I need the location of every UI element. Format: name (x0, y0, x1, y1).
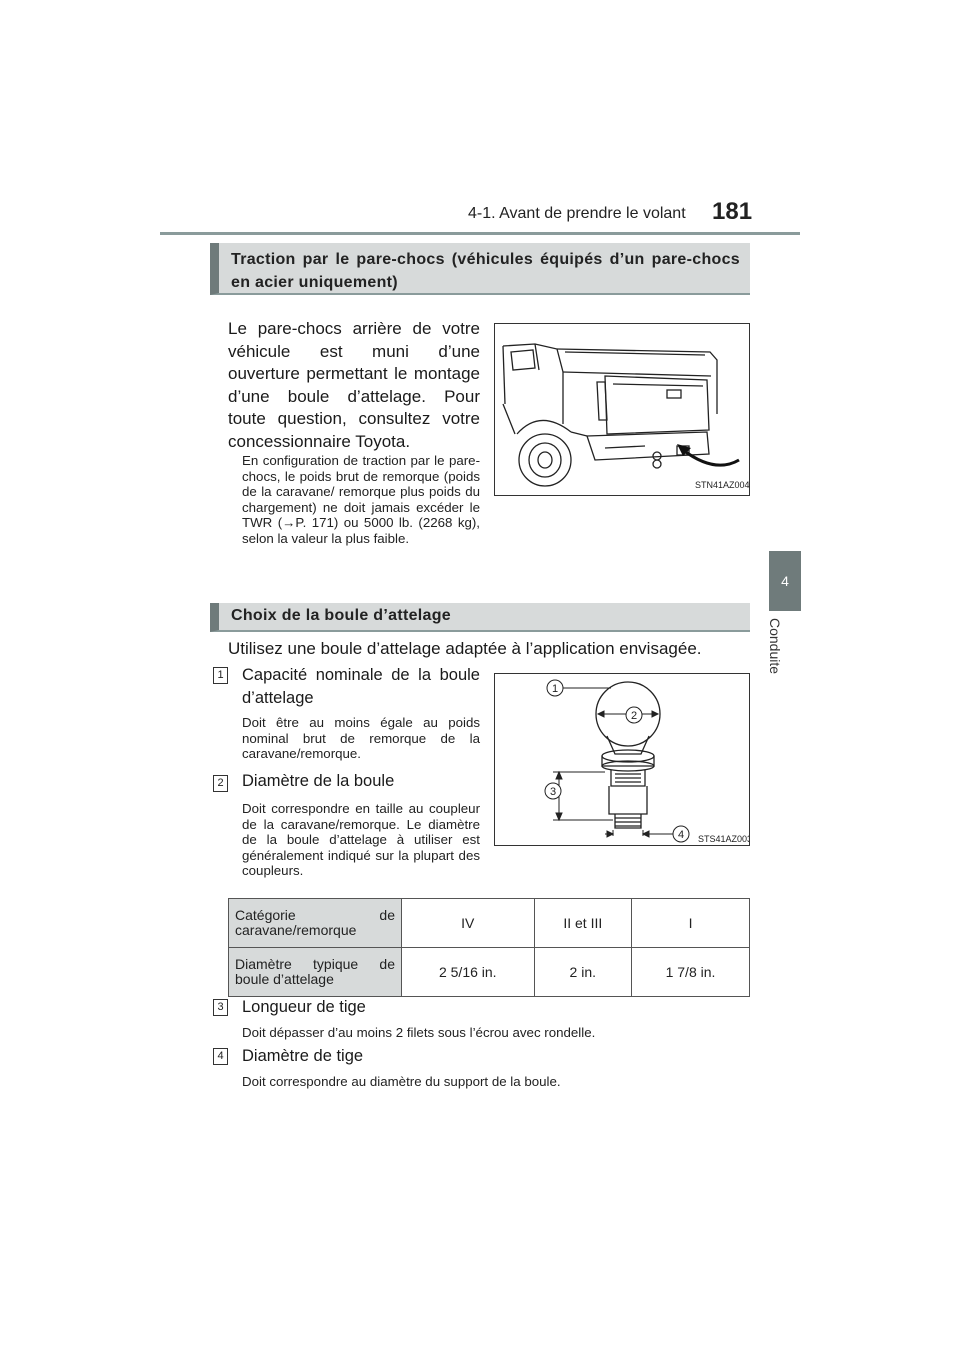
section2-intro: Utilisez une boule d’attelage adaptée à l’application envisagée. (228, 639, 702, 658)
item-title: Capacité nominale de la boule d’attelage (242, 666, 480, 707)
item-title: Diamètre de tige (242, 1047, 364, 1065)
item-number-badge: 3 (213, 999, 228, 1016)
table-cell: I (632, 899, 750, 948)
table-cell: 1 7/8 in. (632, 948, 750, 997)
callout-3: 3 (549, 786, 557, 798)
hitch-ball-illustration (495, 674, 749, 845)
section1-note: En configuration de traction par le pare-chocs, le poids brut de remorque (poids de la caravane/ remorque plus poids du chargement) ne doit jamais excéder le TWR (→P. 171) ou 5000 lb. (2268 kg), selon la valeur la plus faible. (242, 453, 480, 546)
callout-1: 1 (551, 683, 559, 695)
item-description: Doit correspondre au diamètre du support de la boule. (242, 1074, 561, 1089)
page-number: 181 (712, 198, 753, 225)
table-cell: IV (402, 899, 535, 948)
item-number-badge: 2 (213, 775, 228, 792)
section-heading-bumper-towing (210, 243, 750, 295)
item-number-badge: 1 (213, 667, 228, 684)
running-header: 4-1. Avant de prendre le volant (468, 205, 686, 222)
chapter-label: Conduite (767, 618, 783, 675)
table-cell: II et III (534, 899, 631, 948)
section-title: Traction par le pare-chocs (véhicules équipés d’un pare-chocs en acier uniquement) (231, 251, 740, 291)
item-number-badge: 4 (213, 1048, 228, 1065)
item-title: Diamètre de la boule (242, 772, 395, 790)
callout-2: 2 (630, 710, 638, 722)
section-title: Choix de la boule d’attelage (231, 607, 451, 624)
item-description: Doit correspondre en taille au coupleur de la caravane/remorque. Le diamètre de la boule d’attelage à utiliser est généralement indiqué sur la plupart des coupleurs. (242, 801, 480, 878)
chapter-tab[interactable] (769, 551, 801, 611)
item-description: Doit dépasser d’au moins 2 filets sous l’écrou avec rondelle. (242, 1025, 596, 1040)
chapter-number: 4 (781, 573, 789, 589)
table-cell: 2 5/16 in. (402, 948, 535, 997)
figure-code: STN41AZ004 (695, 480, 749, 490)
table-row-header: Diamètre typique de boule d’attelage (229, 948, 402, 997)
truck-rear-figure (494, 323, 750, 496)
header-divider (160, 232, 800, 235)
table-row-header: Catégorie de caravane/remorque (229, 899, 402, 948)
section-heading-ball-choice (210, 603, 750, 632)
callout-4: 4 (677, 829, 685, 841)
figure-code: STS41AZ003 (698, 834, 749, 844)
table-row (229, 948, 750, 997)
hitch-ball-spec-table (228, 898, 750, 997)
item-title: Longueur de tige (242, 998, 366, 1016)
truck-illustration (495, 324, 749, 495)
table-cell: 2 in. (534, 948, 631, 997)
item-description: Doit être au moins égale au poids nominal brut de remorque de la caravane/remorque. (242, 715, 480, 761)
section1-body: Le pare-chocs arrière de votre véhicule est muni d’une ouverture permettant le montage d’une boule d’attelage. Pour toute question, consultez votre concessionnaire Toyota. (228, 319, 480, 451)
table-row (229, 899, 750, 948)
hitch-ball-figure (494, 673, 750, 846)
